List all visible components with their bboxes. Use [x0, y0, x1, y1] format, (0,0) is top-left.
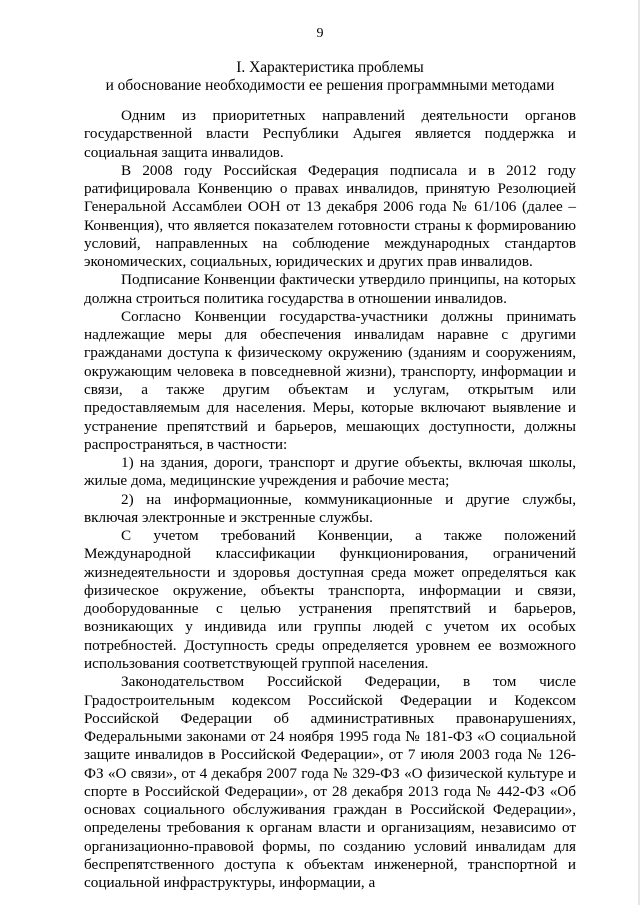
- paragraph-convention-principles: Подписание Конвенции фактически утвердило принципы, на которых должна строиться политика государства в отношении инвалидов.: [84, 271, 576, 307]
- paragraph-convention-ratification: В 2008 году Российская Федерация подписала и в 2012 году ратифицировала Конвенцию о правах инвалидов, принятую Резолюцией Генеральной Ассамблеи ООН от 13 декабря 2006 года № 61/106 (далее – Конвенция), что является показателем готовности страны к формированию условий, направленных на соблюдение международных стандартов экономических, социальных, юридических и других прав инвалидов.: [84, 161, 576, 271]
- section-heading-line-2: и обоснование необходимости ее решения программными методами: [105, 77, 555, 94]
- paragraph-state-measures: Согласно Конвенции государства-участники должны принимать надлежащие меры для обеспечения инвалидам наравне с другими гражданами доступа к физическому окружению (зданиям и сооружениям, окружающим человека в повседневной жизни), транспорту, информации и связи, а также другим объектам и услугам, открытым или предоставляемым для населения. Меры, которые включают выявление и устранение препятствий и барьеров, мешающих доступности, должны распространяться, в частности:: [84, 307, 576, 453]
- paragraph-accessible-environment: С учетом требований Конвенции, а также положений Международной классификации функционирования, ограничений жизнедеятельности и здоровья доступная среда может определяться как физическое окружение, объекты транспорта, информации и связи, дооборудованные с целью устранения препятствий и барьеров, возникающих у индивида или группы людей с учетом их особых потребностей. Доступность среды определяется уровнем ее возможного использования соответствующей группой населения.: [84, 527, 576, 672]
- list-item-information-services: 2) на информационные, коммуникационные и другие службы, включая электронные и экстренные службы.: [84, 490, 576, 526]
- page-number: 9: [316, 26, 324, 41]
- body-text: [84, 107, 576, 892]
- paragraph-intro: Одним из приоритетных направлений деятельности органов государственной власти Республики Адыгея является поддержка и социальная защита инвалидов.: [84, 107, 576, 161]
- list-item-buildings: 1) на здания, дороги, транспорт и другие объекты, включая школы, жилые дома, медицинские учреждения и рабочие места;: [84, 454, 576, 490]
- section-heading-line-1: I. Характеристика проблемы: [236, 59, 424, 76]
- section-heading: [84, 59, 576, 95]
- paragraph-legislation: Законодательством Российской Федерации, в том числе Градостроительным кодексом Российской Федерации и Кодексом Российской Федерации об административных правонарушениях, Федеральными законами от 24 ноября 1995 года № 181-ФЗ «О социальной защите инвалидов в Российской Федерации», от 7 июля 2003 года № 126-ФЗ «О связи», от 4 декабря 2007 года № 329-ФЗ «О физической культуре и спорте в Российской Федерации», от 28 декабря 2013 года № 442-ФЗ «Об основах социального обслуживания граждан в Российской Федерации», определены требования к органам власти и организациям, независимо от организационно-правовой формы, по созданию условий инвалидам для беспрепятственного доступа к объектам инженерной, транспортной и социальной инфраструктуры, информации, а: [84, 673, 576, 892]
